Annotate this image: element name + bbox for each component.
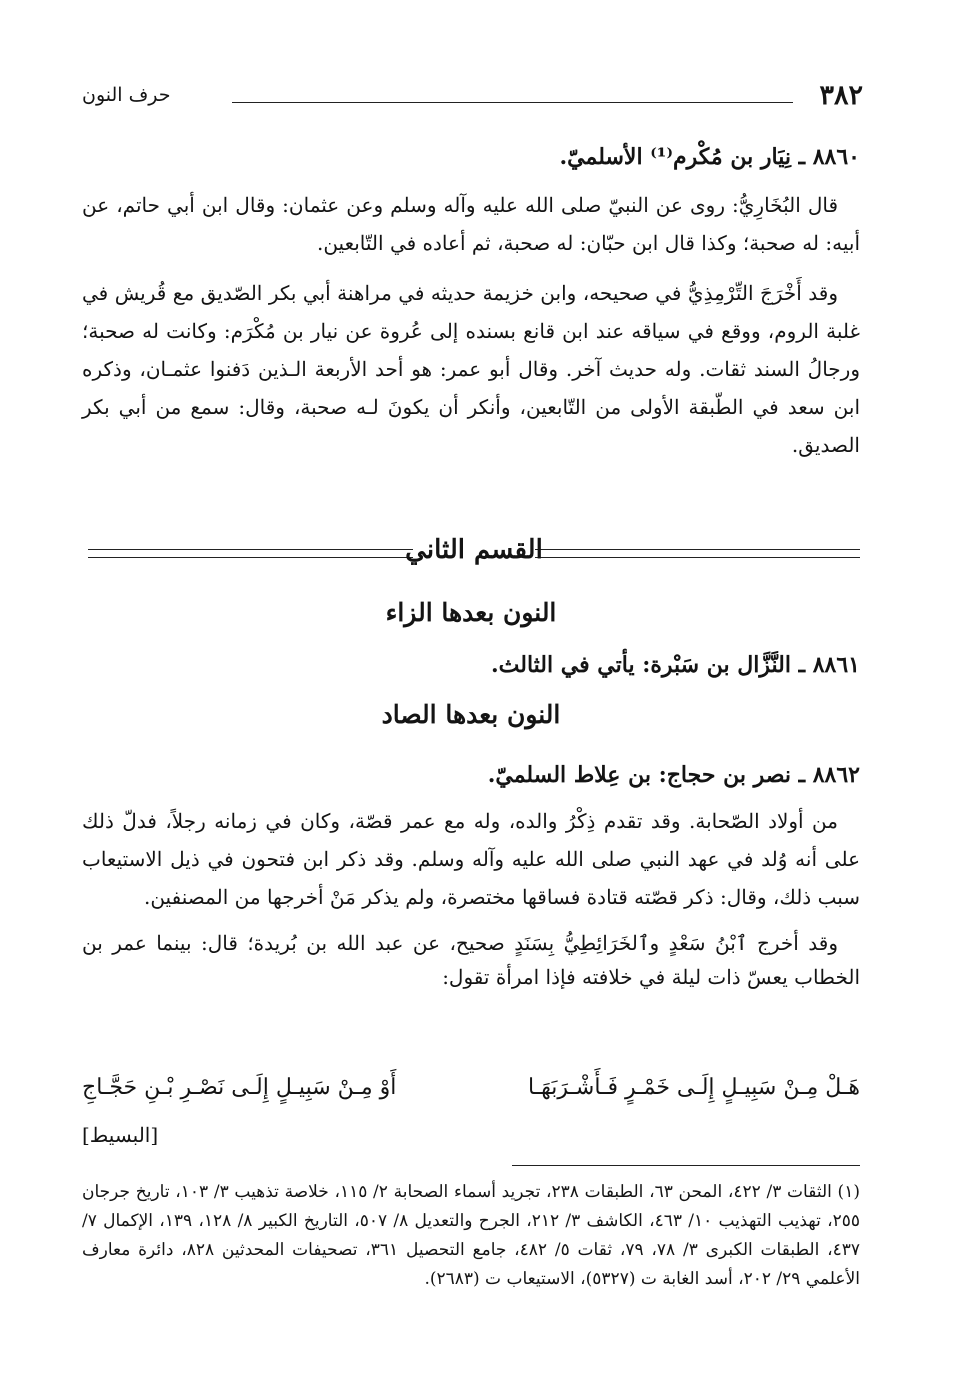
entry-8862 <box>82 760 860 994</box>
hemistich-first: هَـلْ مِـنْ سَبِيـلٍ إِلَـى خَمْـرٍ فَـأَشْـرَبَهَـا <box>527 1075 860 1100</box>
hemistich-second: أَوْ مِـنْ سَبِيـلٍ إِلَـى نَصْـرِ بْـنِ حَجَّـاجِ <box>82 1075 397 1100</box>
poem-meter: [البسيط] <box>82 1123 159 1147</box>
section-banner <box>88 535 860 575</box>
entry-8860 <box>82 142 860 464</box>
paragraph: قال البُخَارِيُّ: روى عن النبيّ صلى الله عليه وآله وسلم وعن عثمان: وقال ابن أبي حاتم، عن أبيه: له صحبة؛ وكذا قال ابن حبّان: له صحبة، ثم أعاده في التّابعين. <box>82 193 860 255</box>
footnote-rule <box>512 1165 860 1166</box>
poem-verse <box>82 1075 860 1115</box>
entry-heading: ٨٨٦٢ ـ نصر بن حجاج: بن عِلاط السلميّ. <box>487 762 860 788</box>
section-title: القسم الثاني <box>405 535 543 565</box>
entry-heading: ٨٨٦١ ـ النَّزَّال بن سَبْرة: يأتي في الثالث. <box>490 652 860 678</box>
subheading-zay: النون بعدها الزاء <box>385 598 557 627</box>
paragraph: من أولاد الصّحابة. وقد تقدم ذِكْرُ والده، وله مع عمر قصّة، وكان في زمانه رجلاً، فدلّ ذلك على أنه وُلد في عهد النبي صلى الله عليه وآله وسلم. وقد ذكر ابن فتحون في ذيل الاستيعاب سبب ذلك، وقال: ذكر قصّته قتادة فساقها مختصرة، ولم يذكر مَنْ أخرجها من المصنفين. <box>82 809 860 909</box>
page-header <box>82 80 863 120</box>
footnote: (١) الثقات ٣/ ٤٢٢، المحن ٦٣، الطبقات ٢٣٨، تجريد أسماء الصحابة ٢/ ١١٥، خلاصة تذهيب ٣/ ١٠٣، تاريخ جرجان ٢٥٥، تهذيب التهذيب ١٠/ ٤٦٣، الكاشف ٣/ ٢١٢، الجرح والتعديل ٨/ ٥٠٧، التاريخ الكبير ٨/ ١٢٨، ١٣٩، الإكمال ٧/ ٤٣٧، الطبقات الكبرى ٣/ ٧٨، ٧٩، ثقات ٥/ ٤٨٢، جامع التحصيل ٣٦١، تصحيفات المحدثين ٨٢٨، دائرة معارف الأعلمي ٢٩/ ٢٠٢، أسد الغابة ت (٥٣٢٧)، الاستيعاب ت (٢٦٨٣). <box>82 1182 861 1289</box>
running-title: حرف النون <box>82 84 171 106</box>
paragraph: وقد أخرج ٱبْنُ سَعْدٍ وٱلخَرَائِطِيُّ بِسَنَدٍ صحيح، عن عبد الله بن بُريدة؛ قال: بينما عمر بن الخطاب يعسّ ذات ليلة في خلافته فإذا امرأة تقول: <box>82 931 860 989</box>
header-rule <box>232 102 793 103</box>
page-number: ٣٨٢ <box>819 80 863 111</box>
entry-heading: ٨٨٦٠ ـ نِيَار بن مُكْرم⁽¹⁾ الأسلميّ. <box>559 144 860 170</box>
paragraph: وقد أَخْرَجَ التِّرْمِذِيُّ في صحيحه، وابن خزيمة حديثه في مراهنة أبي بكر الصّديق مع قُريش في غلبة الروم، ووقع في سياقه عند ابن قانع بسنده إلى عُروة عن نيار بن مُكْرَم: وكانت له صحبة؛ ورجالُ السند ثقات. وله حديث آخر. وقال أبو عمر: هو أحد الأربعة الـذين دَفنوا عثمـان، وذكره ابن سعد في الطّبقة الأولى من التّابعين، وأنكر أن يكونَ لـه صحبة، وقال: سمع من أبي بكر الصديق. <box>82 281 860 457</box>
entry-8861 <box>82 650 860 680</box>
subheading-sad: النون بعدها الصاد <box>381 700 561 729</box>
